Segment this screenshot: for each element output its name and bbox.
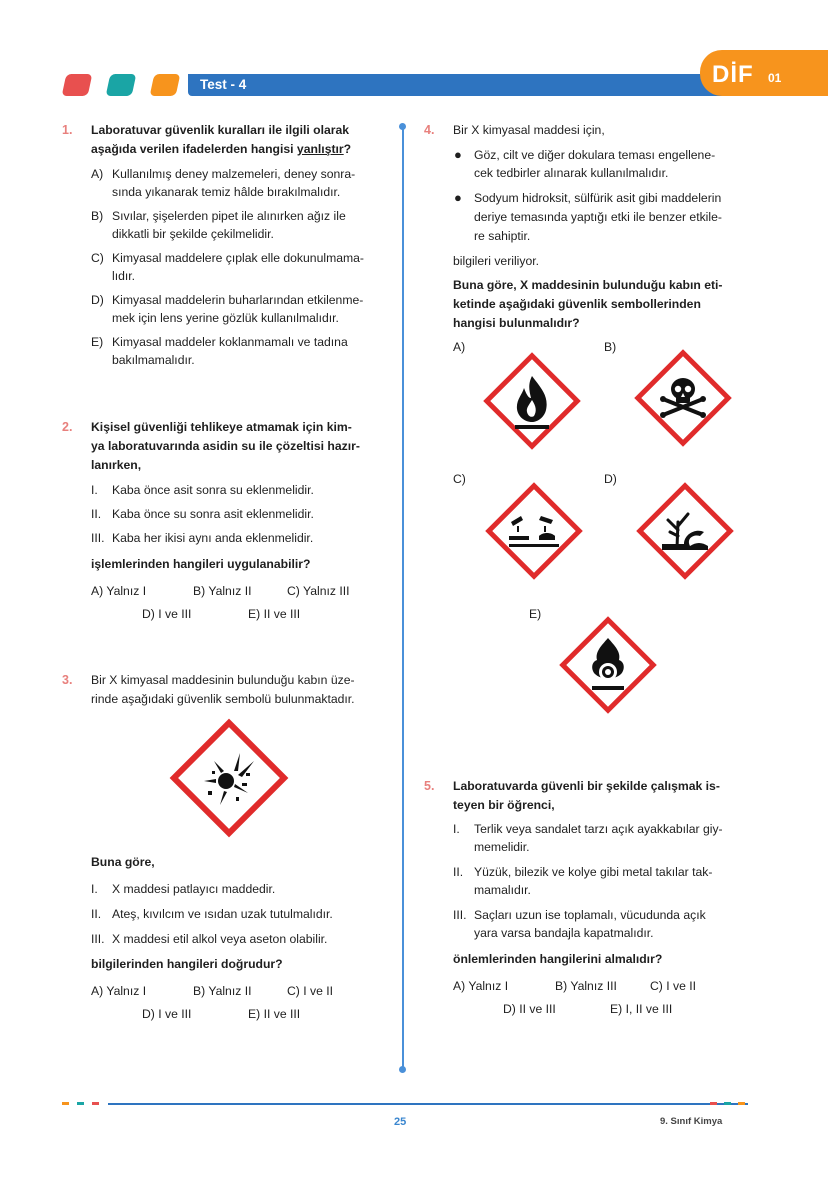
page-number: 25 (394, 1116, 407, 1128)
footer-dash (62, 1102, 69, 1105)
question-prompt: Buna göre, X maddesinin bulunduğu kabın eti- (453, 278, 723, 292)
footer-dash (77, 1102, 84, 1105)
item-number: II. (91, 507, 102, 521)
question-text: bilgileri veriliyor. (453, 254, 540, 268)
item-text: X maddesi patlayıcı maddedir. (112, 882, 276, 896)
question-number: 1. (62, 123, 73, 137)
answer-choice[interactable]: B) Yalnız III (555, 979, 617, 993)
option-label[interactable]: D) (604, 472, 617, 486)
divider-top-dot (399, 123, 406, 130)
brand-logo: DİF (712, 61, 754, 88)
option-label[interactable]: E) (529, 607, 542, 621)
option-text: Kimyasal maddelerin buharlarından etkilenme- (112, 293, 364, 307)
question-stem: Bir X kimyasal maddesi için, (453, 123, 605, 137)
footer-dash (738, 1102, 745, 1105)
footer-dash (710, 1102, 717, 1105)
bullet-text: re sahiptir. (474, 229, 531, 243)
answer-choice[interactable]: D) I ve III (142, 607, 192, 621)
question-number: 5. (424, 779, 435, 793)
item-number: I. (453, 822, 460, 836)
bullet-icon: ● (454, 190, 462, 205)
question-stem: Bir X kimyasal maddesinin bulunduğu kabın üze- (91, 673, 355, 687)
flammable-hazard-icon[interactable] (479, 348, 585, 454)
question-prompt: hangisi bulunmalıdır? (453, 316, 580, 330)
answer-choice[interactable]: A) Yalnız I (91, 584, 147, 598)
answer-choice[interactable]: D) II ve III (503, 1002, 556, 1016)
footer-dash (724, 1102, 731, 1105)
item-text: Kaba önce su sonra asit eklenmelidir. (112, 507, 314, 521)
question-stem: Laboratuvar güvenlik kuralları ile ilgili olarak (91, 123, 350, 137)
brand-number: 01 (768, 71, 782, 85)
skull-crossbones-icon[interactable] (630, 345, 736, 451)
option-text: Sıvılar, şişelerden pipet ile alınırken ağız ile (112, 209, 346, 223)
option-label[interactable]: B) (604, 340, 617, 354)
option-text: dikkatli bir şekilde çekilmelidir. (112, 227, 274, 241)
footer-dash (92, 1102, 99, 1105)
divider-bottom-dot (399, 1066, 406, 1073)
question-stem: Kişisel güvenliği tehlikeye atmamak için kim- (91, 420, 352, 434)
question-number: 4. (424, 123, 435, 137)
footer-line (108, 1103, 748, 1105)
option-letter[interactable]: C) (91, 251, 104, 265)
column-divider (402, 126, 404, 1070)
item-text: X maddesi etil alkol veya aseton olabilir. (112, 932, 328, 946)
answer-choice[interactable]: E) II ve III (248, 607, 301, 621)
option-letter[interactable]: A) (91, 167, 104, 181)
item-number: II. (91, 907, 102, 921)
item-text: Terlik veya sandalet tarzı açık ayakkabılar giy- (474, 822, 723, 836)
option-text: Kimyasal maddeler koklanmamalı ve tadına (112, 335, 348, 349)
header-tab-orange (150, 74, 181, 96)
question-stem: teyen bir öğrenci, (453, 798, 555, 812)
environment-hazard-icon[interactable] (632, 478, 738, 584)
header-tab-red (62, 74, 93, 96)
answer-choice[interactable]: C) I ve II (650, 979, 697, 993)
item-number: II. (453, 865, 464, 879)
item-number: III. (453, 908, 467, 922)
answer-choice[interactable]: B) Yalnız II (193, 984, 252, 998)
option-text: lıdır. (112, 269, 136, 283)
item-text: Kaba her ikisi aynı anda eklenmelidir. (112, 531, 314, 545)
subject-label: 9. Sınıf Kimya (660, 1116, 723, 1127)
header-bar (188, 74, 748, 96)
question-stem: ya laboratuvarında asidin su ile çözeltisi hazır- (91, 439, 360, 453)
corrosive-hazard-icon[interactable] (481, 478, 587, 584)
item-number: I. (91, 483, 98, 497)
header-tab-teal (106, 74, 137, 96)
item-number: I. (91, 882, 98, 896)
option-label[interactable]: A) (453, 340, 466, 354)
question-prompt: işlemlerinden hangileri uygulanabilir? (91, 557, 311, 571)
option-letter[interactable]: D) (91, 293, 104, 307)
question-lead: Buna göre, (91, 855, 155, 869)
item-text: memelidir. (474, 840, 530, 854)
answer-choice[interactable]: B) Yalnız II (193, 584, 252, 598)
answer-choice[interactable]: A) Yalnız I (453, 979, 509, 993)
option-text: mek için lens yerine gözlük kullanılmalıdır. (112, 311, 339, 325)
question-number: 3. (62, 673, 73, 687)
test-title: Test - 4 (200, 77, 247, 92)
option-letter[interactable]: E) (91, 335, 104, 349)
item-text: mamalıdır. (474, 883, 531, 897)
bullet-icon: ● (454, 147, 462, 162)
item-text: Yüzük, bilezik ve kolye gibi metal takılar tak- (474, 865, 713, 879)
bullet-text: Göz, cilt ve diğer dokulara teması engellene- (474, 148, 716, 162)
answer-choice[interactable]: E) II ve III (248, 1007, 301, 1021)
question-stem: Laboratuvarda güvenli bir şekilde çalışmak is- (453, 779, 720, 793)
option-text: sında yıkanarak temiz hâlde bırakılmalıdır. (112, 185, 341, 199)
question-prompt: bilgilerinden hangileri doğrudur? (91, 957, 283, 971)
item-text: Saçları uzun ise toplamalı, vücudunda açık (474, 908, 706, 922)
option-text: bakılmamalıdır. (112, 353, 195, 367)
question-number: 2. (62, 420, 73, 434)
oxidizer-hazard-icon[interactable] (555, 612, 661, 718)
option-letter[interactable]: B) (91, 209, 104, 223)
question-stem: lanırken, (91, 458, 142, 472)
item-number: III. (91, 932, 105, 946)
option-label[interactable]: C) (453, 472, 466, 486)
stem-underlined: yanlıştır (296, 142, 344, 156)
answer-choice[interactable]: C) I ve II (287, 984, 334, 998)
answer-choice[interactable]: A) Yalnız I (91, 984, 147, 998)
explosive-hazard-icon (164, 713, 294, 843)
answer-choice[interactable]: E) I, II ve III (610, 1002, 673, 1016)
question-stem: rinde aşağıdaki güvenlik sembolü bulunmaktadır. (91, 692, 355, 706)
option-text: Kimyasal maddelere çıplak elle dokunulmama- (112, 251, 364, 265)
option-text: Kullanılmış deney malzemeleri, deney sonra- (112, 167, 356, 181)
item-text: Kaba önce asit sonra su eklenmelidir. (112, 483, 314, 497)
item-text: Ateş, kıvılcım ve ısıdan uzak tutulmalıdır. (112, 907, 333, 921)
item-text: yara varsa bandajla kapatmalıdır. (474, 926, 654, 940)
item-number: III. (91, 531, 105, 545)
bullet-text: cek tedbirler alınarak kullanılmalıdır. (474, 166, 669, 180)
question-prompt: ketinde aşağıdaki güvenlik sembollerinden (453, 297, 701, 311)
answer-choice[interactable]: C) Yalnız III (287, 584, 350, 598)
answer-choice[interactable]: D) I ve III (142, 1007, 192, 1021)
question-prompt: önlemlerinden hangilerini almalıdır? (453, 952, 663, 966)
question-stem (91, 140, 351, 158)
stem-part: aşağıda verilen ifadelerden hangisi (91, 142, 294, 156)
bullet-text: Sodyum hidroksit, sülfürik asit gibi maddelerin (474, 191, 722, 205)
bullet-text: deriye temasında yaptığı etki ile benzer etkile- (474, 210, 722, 224)
stem-mark: ? (343, 142, 352, 156)
